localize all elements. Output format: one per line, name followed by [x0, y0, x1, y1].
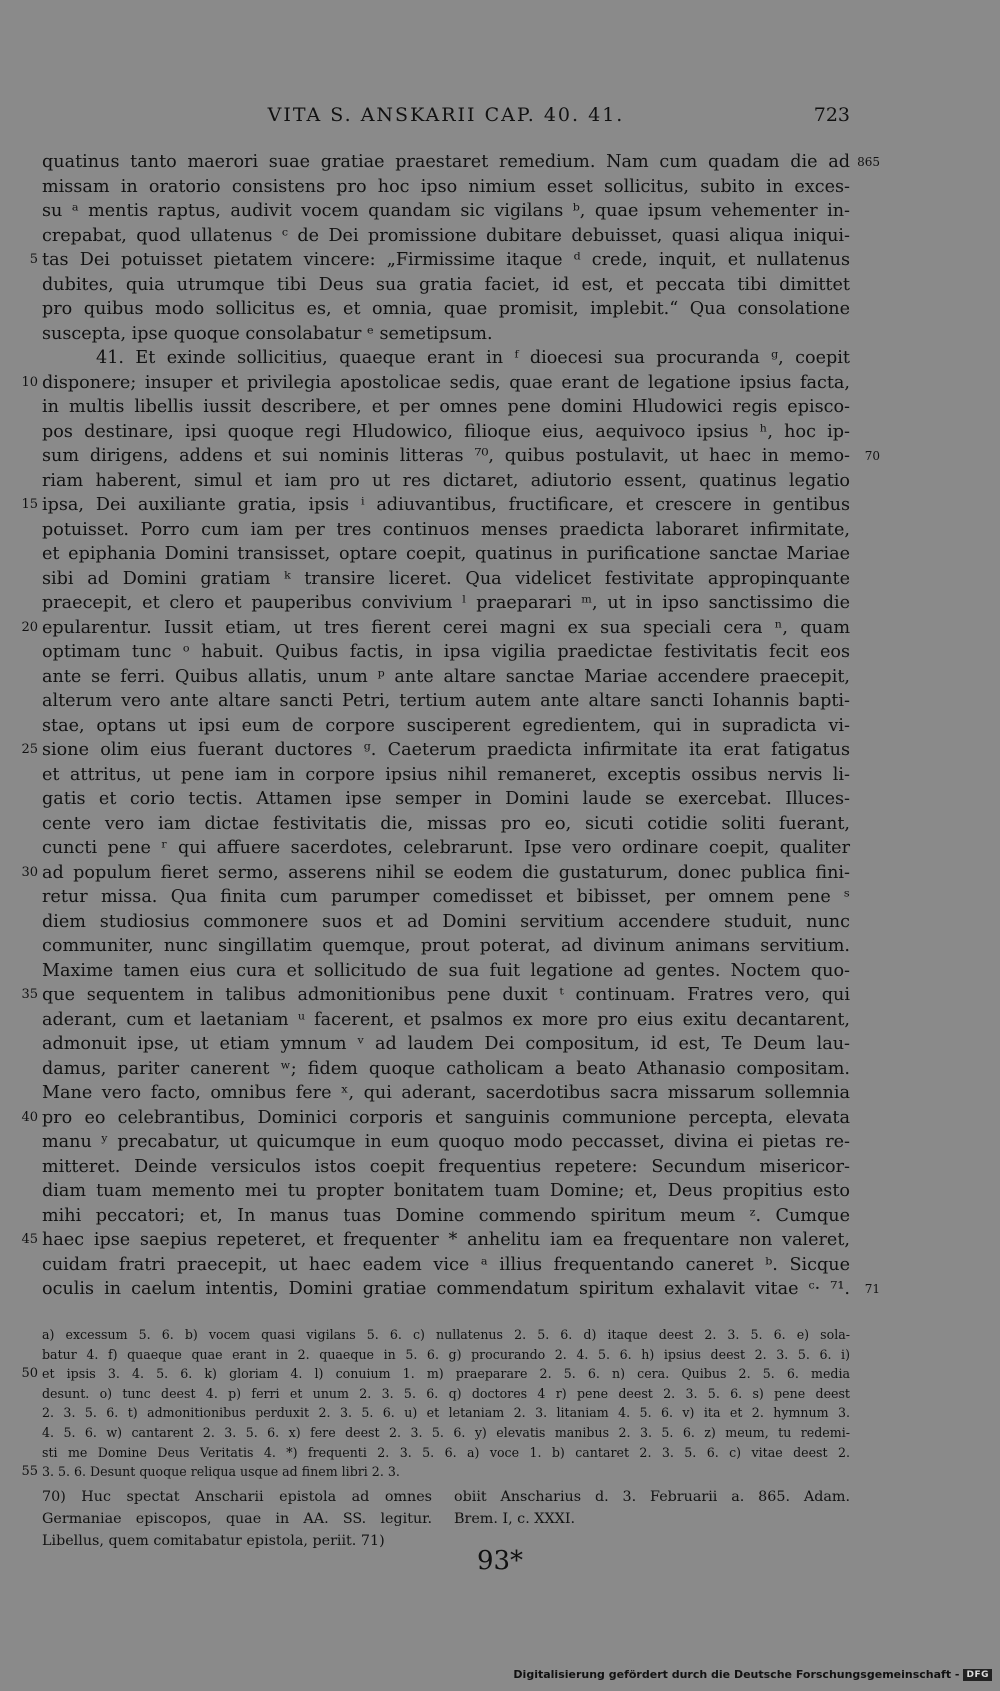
- page-number: 723: [813, 104, 850, 126]
- line-text: sum dirigens, addens et sui nominis litteras ⁷⁰, quibus postulavit, ut haec in memo-: [42, 446, 850, 466]
- text-line: [42, 910, 850, 935]
- text-line: [42, 1130, 850, 1155]
- text-line: [42, 836, 850, 861]
- text-line: [42, 1253, 850, 1278]
- text-line: [21, 493, 850, 518]
- line-text: epularentur. Iussit etiam, ut tres fierent cerei magni ex sua speciali cera ⁿ, quam: [42, 617, 850, 638]
- text-line: [21, 983, 850, 1008]
- line-text: damus, pariter canerent ʷ; fidem quoque catholicam a beato Athanasio compositam.: [42, 1058, 850, 1079]
- text-line: [42, 469, 850, 494]
- line-number: 30: [21, 864, 38, 880]
- footnote-text: et ipsis 3. 4. 5. 6. k) gloriam 4. l) conuium 1. m) praeparare 2. 5. 6. n) cera. Quibus 2. 5. 6. media: [42, 1366, 850, 1382]
- line-text: que sequentem in talibus admonitionibus pene duxit ᵗ continuam. Fratres vero, qui: [42, 985, 850, 1005]
- text-line: [42, 1277, 880, 1302]
- line-text: Maxime tamen eius cura et sollicitudo de sua fuit legatione ad gentes. Noctem quo-: [42, 960, 850, 981]
- footnote-text: batur 4. f) quaeque quae erant in 2. quaeque in 5. 6. g) procurando 2. 4. 5. 6. h) ipsius deest 2. 3. 5. 6. i): [42, 1346, 850, 1362]
- text-line: [42, 567, 850, 592]
- text-line: [42, 1155, 850, 1180]
- line-number: 35: [21, 987, 38, 1002]
- line-number: 5: [29, 252, 38, 267]
- note-line: 70) Huc spectat Anscharii epistola ad omnes: [42, 1489, 432, 1505]
- footnote-line: [21, 1364, 850, 1384]
- line-text: cente vero iam dictae festivitatis die, missas pro eo, sicuti cotidie soliti fuerant,: [42, 813, 850, 834]
- text-line: [42, 689, 850, 714]
- line-text: pro quibus modo sollicitus es, et omnia, quae promisit, implebit.“ Qua consolatione: [42, 299, 850, 319]
- text-line: [42, 395, 850, 420]
- margin-note: 70: [864, 449, 880, 463]
- text-line: [21, 616, 850, 641]
- note-line: Brem. I, c. XXXI.: [454, 1511, 576, 1527]
- main-text: [21, 150, 880, 1302]
- footnote-text: a) excessum 5. 6. b) vocem quasi vigilans 5. 6. c) nullatenus 2. 5. 6. d) itaque deest 2. 3. 5. 6. e) sola-: [42, 1327, 850, 1342]
- text-line: [42, 934, 850, 959]
- text-line: [42, 959, 850, 984]
- note-line: Libellus, quem comitabatur epistola, periit. 71): [42, 1533, 385, 1549]
- footnote-text: 2. 3. 5. 6. t) admonitionibus perduxit 2. 3. 5. 6. u) et letaniam 2. 3. litaniam 4. 5. 6. v) ita et 2. hymnum 3.: [42, 1405, 850, 1421]
- text-line: [42, 640, 850, 665]
- line-text: ipsa, Dei auxiliante gratia, ipsis ⁱ adiuvantibus, fructificare, et crescere in gentibus: [42, 495, 850, 515]
- text-line: [42, 542, 850, 567]
- line-text: et attritus, ut pene iam in corpore ipsius nihil remaneret, exceptis ossibus nervis li-: [42, 764, 850, 785]
- text-line: [42, 885, 850, 910]
- line-text: mihi peccatori; et, In manus tuas Domine commendo spiritum meum ᶻ. Cumque: [42, 1205, 850, 1226]
- line-text: riam haberent, simul et iam pro ut res dictaret, adiutorio essent, quatinus legatio: [42, 470, 850, 491]
- line-text: mitteret. Deinde versiculos istos coepit frequentius repetere: Secundum misericor-: [42, 1156, 850, 1177]
- line-text: suscepta, ipse quoque consolabatur ᵉ semetipsum.: [42, 323, 493, 344]
- footnote-text: sti me Domine Deus Veritatis 4. *) frequenti 2. 3. 5. 6. a) voce 1. b) cantaret 2. 3. 5. 6. c) vitae deest 2.: [42, 1444, 850, 1460]
- text-line: [42, 199, 850, 224]
- text-line: [42, 787, 850, 812]
- text-line: [42, 591, 850, 616]
- line-text: oculis in caelum intentis, Domini gratiae commendatum spiritum exhalavit vitae ᶜ· ⁷¹.: [42, 1279, 850, 1299]
- line-text: retur missa. Qua finita cum parumper comedisset et bibisset, per omnem pene ˢ: [42, 887, 850, 907]
- text-line: [42, 1057, 850, 1082]
- text-line: [42, 297, 850, 322]
- text-line: [42, 665, 850, 690]
- footnote-line: [42, 1443, 850, 1463]
- signature-mark: 93*: [476, 1546, 524, 1576]
- line-text: communiter, nunc singillatim quemque, prout poterat, ad divinum animans servitium.: [42, 936, 850, 956]
- line-text: gatis et corio tectis. Attamen ipse semper in Domini laude se exercebat. Illuces-: [42, 789, 850, 809]
- text-line: [42, 420, 850, 445]
- line-number: 25: [21, 742, 38, 757]
- note-line: Germaniae episcopos, quae in AA. SS. legitur.: [42, 1511, 432, 1527]
- footnote-line: [42, 1384, 850, 1404]
- line-text: diem studiosius commonere suos et ad Domini servitium accendere studuit, nunc: [42, 911, 850, 932]
- line-text: in multis libellis iussit describere, et per omnes pene domini Hludowici regis episco-: [42, 397, 850, 417]
- line-number: 10: [21, 374, 38, 390]
- footnote-line: [21, 1462, 850, 1482]
- running-header: [42, 104, 850, 134]
- text-line: [42, 150, 880, 175]
- line-text: tas Dei potuisset pietatem vincere: „Firmissime itaque ᵈ crede, inquit, et nullatenus: [42, 250, 850, 270]
- line-number: 20: [21, 619, 38, 635]
- line-text: dubites, quia utrumque tibi Deus sua gratia faciet, id est, et peccata tibi dimittet: [42, 274, 850, 295]
- text-line: [21, 861, 850, 886]
- footer: [513, 1668, 992, 1681]
- line-text: disponere; insuper et privilegia apostolicae sedis, quae erant de legatione ipsius facta,: [42, 372, 850, 393]
- line-text: cuncti pene ʳ qui affuere sacerdotes, celebrarunt. Ipse vero ordinare coepit, qualiter: [42, 838, 850, 858]
- notes-right-column: [454, 1486, 850, 1530]
- text-line: [42, 444, 880, 469]
- footnote-text: desunt. o) tunc deest 4. p) ferri et unum 2. 3. 5. 6. q) doctores 4 r) pene deest 2. 3. 5. 6. s) pene deest: [42, 1385, 850, 1401]
- line-text: Mane vero facto, omnibus fere ˣ, qui aderant, sacerdotibus sacra missarum sollemnia: [42, 1083, 850, 1103]
- line-text: sibi ad Domini gratiam ᵏ transire liceret. Qua videlicet festivitate appropinquante: [42, 568, 850, 589]
- text-line: [21, 1106, 850, 1131]
- critical-apparatus: [21, 1325, 850, 1482]
- line-number: 45: [21, 1232, 38, 1247]
- line-text: diam tuam memento mei tu propter bonitatem tuam Domine; et, Deus propitius esto: [42, 1181, 850, 1201]
- line-text: potuisset. Porro cum iam per tres continuos menses praedicta laboraret infirmitate,: [42, 519, 850, 540]
- line-text: pos destinare, ipsi quoque regi Hludowico, filioque eius, aequivoco ipsius ʰ, hoc ip-: [42, 421, 850, 442]
- dfg-logo: DFG: [963, 1669, 992, 1681]
- line-text: crepabat, quod ullatenus ᶜ de Dei promissione dubitare debuisset, quasi aliqua iniqui-: [42, 225, 850, 246]
- text-line: [42, 1179, 850, 1204]
- line-text: cuidam fratri praecepit, ut haec eadem vice ᵃ illius frequentando caneret ᵇ. Sicque: [42, 1254, 850, 1275]
- line-number: 15: [21, 497, 38, 512]
- text-line: [42, 1008, 850, 1033]
- text-line: [42, 518, 850, 543]
- text-line: [42, 175, 850, 200]
- text-line: [42, 224, 850, 249]
- footnote-line: [42, 1345, 850, 1365]
- text-line: [42, 322, 850, 347]
- line-text: sione olim eius fuerant ductores ᵍ. Caeterum praedicta infirmitate ita erat fatigatus: [42, 740, 850, 760]
- margin-note: 71: [864, 1282, 880, 1296]
- text-line: [42, 1204, 850, 1229]
- line-text: missam in oratorio consistens pro hoc ipso nimium esset sollicitus, subito in exces-: [42, 176, 850, 197]
- line-text: optimam tunc ᵒ habuit. Quibus factis, in ipsa vigilia praedictae festivitatis fecit eos: [42, 642, 850, 662]
- line-text: aderant, cum et laetaniam ᵘ facerent, et psalmos ex more pro eius exitu decantarent,: [42, 1009, 850, 1030]
- text-line: [42, 273, 850, 298]
- running-title: VITA S. ANSKARII CAP. 40. 41.: [267, 104, 625, 126]
- line-number: 40: [21, 1109, 38, 1125]
- footer-text: Digitalisierung gefördert durch die Deutsche Forschungsgemeinschaft -: [513, 1668, 960, 1681]
- text-line: [42, 714, 850, 739]
- text-line: [42, 346, 850, 371]
- line-text: et epiphania Domini transisset, optare coepit, quatinus in purificatione sanctae Mariae: [42, 544, 850, 564]
- footnote-line: [42, 1423, 850, 1443]
- margin-note: 865: [857, 155, 880, 169]
- text-line: [42, 1032, 850, 1057]
- text-line: [42, 763, 850, 788]
- line-text: admonuit ipse, ut etiam ymnum ᵛ ad laudem Dei compositum, id est, Te Deum lau-: [42, 1034, 850, 1054]
- line-text: 41. Et exinde sollicitius, quaeque erant in ᶠ dioecesi sua procuranda ᵍ, coepit: [96, 348, 850, 368]
- text-line: [42, 1081, 850, 1106]
- notes-left-column: [42, 1486, 432, 1552]
- line-text: manu ʸ precabatur, ut quicumque in eum quoquo modo peccasset, divina ei pietas re-: [42, 1132, 850, 1152]
- line-text: ad populum fieret sermo, asserens nihil se eodem die gustaturum, donec publica fini-: [42, 862, 850, 883]
- text-line: [21, 371, 850, 396]
- note-line: obiit Anscharius d. 3. Februarii a. 865. Adam.: [454, 1489, 850, 1505]
- footnote-line: [42, 1403, 850, 1423]
- line-text: ante se ferri. Quibus allatis, unum ᵖ ante altare sanctae Mariae accendere praecepit,: [42, 666, 850, 687]
- text-line: [42, 812, 850, 837]
- line-text: praecepit, et clero et pauperibus convivium ˡ praeparari ᵐ, ut in ipso sanctissimo die: [42, 593, 850, 613]
- text-line: [21, 1228, 850, 1253]
- line-text: quatinus tanto maerori suae gratiae praestaret remedium. Nam cum quadam die ad: [42, 152, 850, 172]
- text-line: [21, 738, 850, 763]
- footnote-text: 3. 5. 6. Desunt quoque reliqua usque ad finem libri 2. 3.: [42, 1464, 400, 1480]
- text-line: [29, 248, 850, 273]
- line-text: haec ipse saepius repeteret, et frequenter * anhelitu iam ea frequentare non valeret,: [42, 1230, 850, 1250]
- line-text: alterum vero ante altare sancti Petri, tertium autem ante altare sancti Iohannis bapti-: [42, 691, 850, 711]
- line-number: 55: [21, 1464, 38, 1480]
- line-text: stae, optans ut ipsi eum de corpore susciperent egredientem, qui in supradicta vi-: [42, 715, 850, 736]
- line-number: 50: [21, 1366, 38, 1382]
- footnote-line: [42, 1325, 850, 1345]
- footnote-text: 4. 5. 6. w) cantarent 2. 3. 5. 6. x) fere deest 2. 3. 5. 6. y) elevatis manibus 2. 3. 5. 6. z) meum, tu redemi-: [42, 1424, 850, 1440]
- line-text: su ᵃ mentis raptus, audivit vocem quandam sic vigilans ᵇ, quae ipsum vehementer in-: [42, 201, 850, 221]
- line-text: pro eo celebrantibus, Dominici corporis et sanguinis communione percepta, elevata: [42, 1107, 850, 1128]
